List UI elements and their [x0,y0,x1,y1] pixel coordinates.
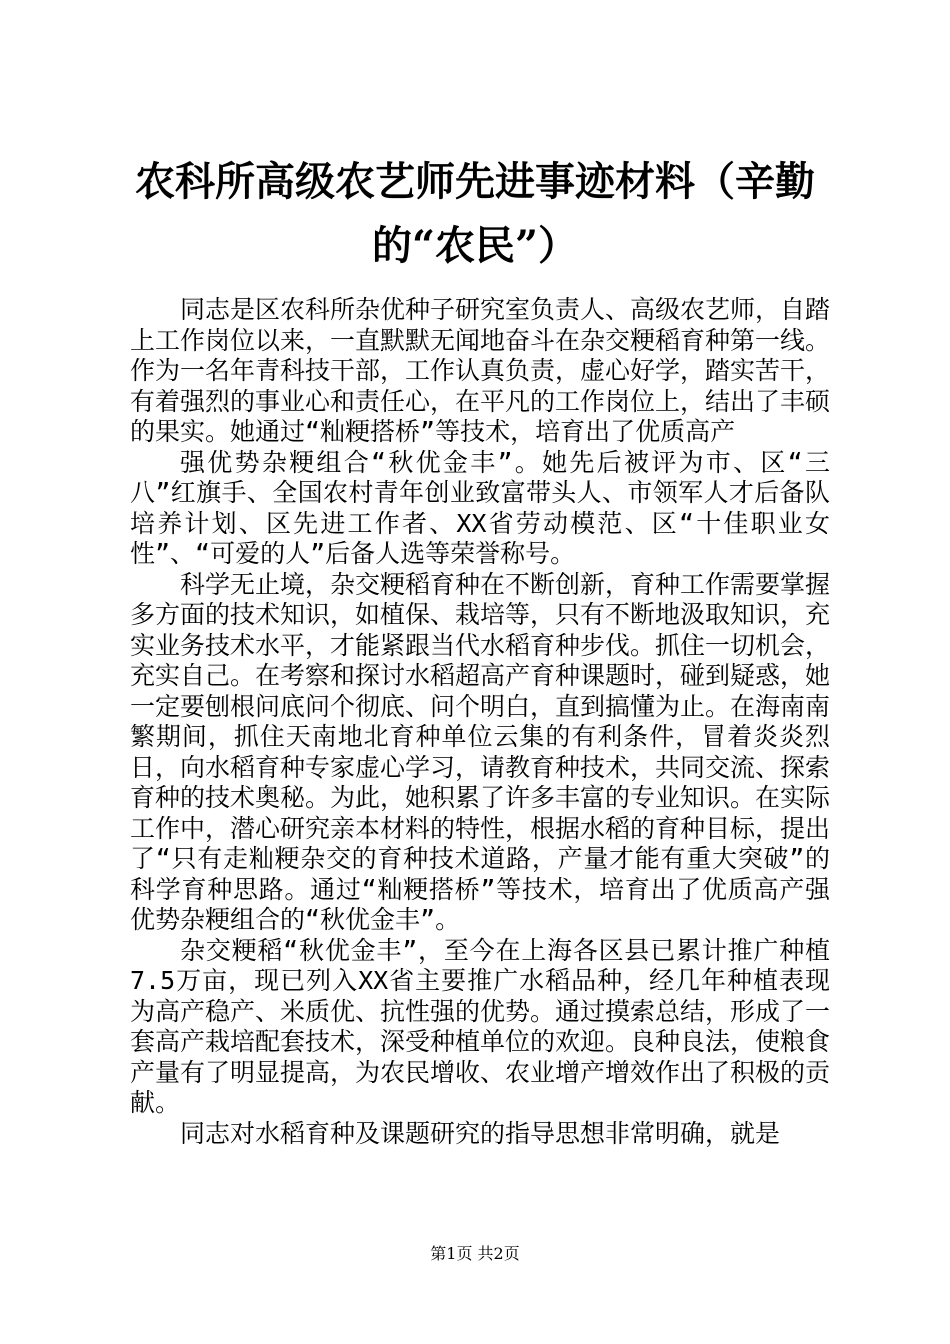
document-title: 农科所高级农艺师先进事迹材料（辛勤的“农民”） [135,158,815,269]
paragraph-3: 科学无止境，杂交粳稻育种在不断创新，育种工作需要掌握多方面的技术知识，如植保、栽培等，只有不断地汲取知识，充实业务技术水平，才能紧跟当代水稻育种步伐。抓住一切机会，充实自己。在考察和探讨水稻超高产育种课题时，碰到疑惑，她一定要刨根问底问个彻底、问个明白，直到搞懂为止。在海南南繁期间，抓住天南地北育种单位云集的有利条件，冒着炎炎烈日，向水稻育种专家虚心学习，请教育种技术，共同交流、探索育种的技术奥秘。为此，她积累了许多丰富的专业知识。在实际工作中，潜心研究亲本材料的特性，根据水稻的育种目标，提出了“只有走籼粳杂交的育种技术道路，产量才能有重大突破”的科学育种思路。通过“籼粳搭桥”等技术，培育出了优质高产强优势杂粳组合的“秋优金丰”。 [130,569,831,934]
paragraph-4: 杂交粳稻“秋优金丰”，至今在上海各区县已累计推广种植7.5万亩，现已列入XX省主要推广水稻品种，经几年种植表现为高产稳产、米质优、抗性强的优势。通过摸索总结，形成了一套高产栽培配套技术，深受种植单位的欢迎。良种良法，使粮食产量有了明显提高，为农民增收、农业增产增效作出了积极的贡献。 [130,935,831,1117]
document-body [130,295,830,1149]
paragraph-5: 同志对水稻育种及课题研究的指导思想非常明确，就是 [180,1118,781,1148]
paragraph-2: 强优势杂粳组合“秋优金丰”。她先后被评为市、区“三八”红旗手、全国农村青年创业致富带头人、市领军人才后备队培养计划、区先进工作者、XX省劳动模范、区“十佳职业女性”、“可爱的人”后备人选等荣誉称号。 [130,447,830,568]
page-number-footer: 第1页 共2页 [430,1244,520,1263]
paragraph-1: 同志是区农科所杂优种子研究室负责人、高级农艺师，自踏上工作岗位以来，一直默默无闻地奋斗在杂交粳稻育种第一线。作为一名年青科技干部，工作认真负责，虚心好学，踏实苦干，有着强烈的事业心和责任心，在平凡的工作岗位上，结出了丰硕的果实。她通过“籼粳搭桥”等技术，培育出了优质高产 [130,295,831,446]
